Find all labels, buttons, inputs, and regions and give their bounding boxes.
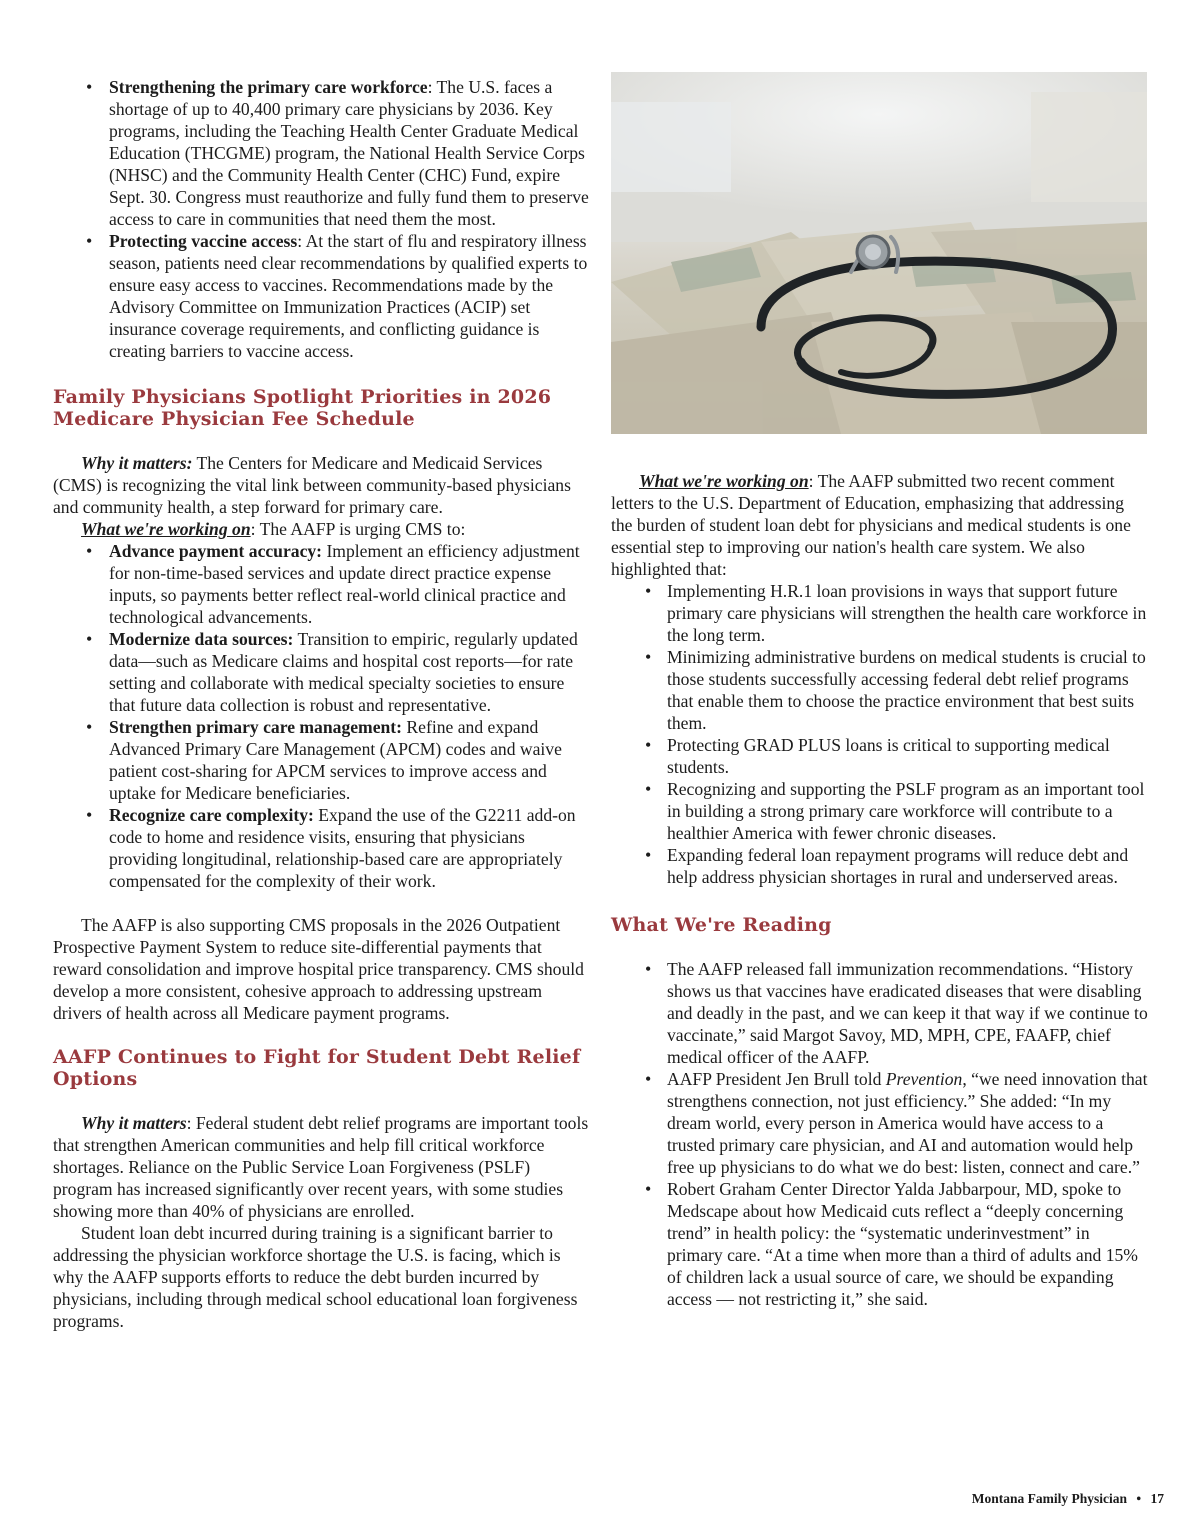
priority-list [53,76,591,362]
cms-priority-list [53,540,591,892]
section-heading-student-debt: AAFP Continues to Fight for Student Debt Relief Options [53,1046,581,1090]
list-item: • Modernize data sources: Transition to empiric, regularly updated data—such as Medicare claims and hospital cost reports—for rate setting and collaborate with medical specialty societies to ensure that future data collection is robust and representative. [53,628,591,716]
list-item: • Protecting GRAD PLUS loans is critical to supporting medical students. [611,734,1149,778]
list-item: • Expanding federal loan repayment programs will reduce debt and help address physician shortages in rural and underserved areas. [611,844,1149,888]
publication-name: Montana Family Physician [971,1491,1128,1506]
photo-illustration [611,72,1147,434]
section-heading-reading: What We're Reading [611,914,832,936]
education-highlights-list [611,580,1149,888]
right-working-on-paragraph: What we're working on: The AAFP submitted two recent comment letters to the U.S. Department of Education, emphasizing that addressing the burden of student loan debt for physicians and medical students is one essential step to improving our nation's health care system. We also highlighted that: [611,471,1131,579]
list-item: • Robert Graham Center Director Yalda Jabbarpour, MD, spoke to Medscape about how Medicaid cuts reflect a “deeply concerning trend” in health policy: the “systematic underinvestment” in primary care. “At a time when more than a third of adults and 15% of children lack a usual source of care, we should be expanding access — not restricting it,” she said. [611,1178,1149,1310]
list-item: • Recognizing and supporting the PSLF program as an important tool in building a strong primary care workforce will contribute to a healthier America with fewer chronic diseases. [611,778,1149,844]
stethoscope-money-photo [611,72,1147,434]
reading-list [611,958,1149,1310]
list-item: • Recognize care complexity: Expand the use of the G2211 add-on code to home and residence visits, ensuring that physicians providing longitudinal, relationship-based care are appropriately compensated for the complexity of their work. [53,804,591,892]
debt-paragraph-2: Student loan debt incurred during training is a significant barrier to addressing the physician workforce shortage the U.S. is facing, which is why the AAFP supports efforts to reduce the debt burden incurred by physicians, including through medical school educational loan forgiveness programs. [53,1223,578,1331]
section-heading-fee-schedule: Family Physicians Spotlight Priorities in 2026 Medicare Physician Fee Schedule [53,386,552,430]
list-item: • Strengthen primary care management: Refine and expand Advanced Primary Care Management (APCM) codes and waive patient cost-sharing for APCM services to improve access and uptake for Medicare beneficiaries. [53,716,591,804]
working-on-paragraph: What we're working on: The AAFP is urging CMS to: [81,519,466,539]
list-item: • Minimizing administrative burdens on medical students is crucial to those students successfully accessing federal debt relief programs that enable them to choose the practice environment that best suits them. [611,646,1149,734]
left-column [53,76,591,1332]
list-item: • AAFP President Jen Brull told Prevention, “we need innovation that strengthens connection, not just efficiency.” She added: “In my dream world, every person in America would have access to a trusted primary care physician, and AI and automation would help free up physicians to do what we do best: listen, connect and care.” [611,1068,1149,1178]
list-item: • Implementing H.R.1 loan provisions in ways that support future primary care physicians will strengthen the health care workforce in the long term. [611,580,1149,646]
list-item: • The AAFP released fall immunization recommendations. “History shows us that vaccines have eradicated diseases that were disabling and deadly in the past, and we can keep it that way if we continue to vaccinate,” said Margot Savoy, MD, MPH, CPE, FAAFP, chief medical officer of the AAFP. [611,958,1149,1068]
page-footer [972,1491,1164,1507]
footer-separator: • [1136,1491,1142,1506]
page-number: 17 [1150,1491,1164,1506]
debt-why-paragraph: Why it matters: Federal student debt relief programs are important tools that strengthen American communities and help fill critical workforce shortages. Reliance on the Public Service Loan Forgiveness (PSLF) program has increased significantly over recent years, with some studies showing more than 40% of physicians are enrolled. [53,1113,589,1221]
opps-paragraph: The AAFP is also supporting CMS proposals in the 2026 Outpatient Prospective Payment System to reduce site-differential payments that reward consolidation and improve hospital price transparency. CMS should develop a more consistent, cohesive approach to addressing upstream drivers of health across all Medicare payment programs. [53,915,584,1023]
list-item: • Strengthening the primary care workforce: The U.S. faces a shortage of up to 40,400 primary care physicians by 2036. Key programs, including the Teaching Health Center Graduate Medical Education (THCGME) program, the National Health Service Corps (NHSC) and the Community Health Center (CHC) Fund, expire Sept. 30. Congress must reauthorize and fully fund them to preserve access to care in communities that need them the most. [53,76,591,230]
why-it-matters-paragraph: Why it matters: The Centers for Medicare and Medicaid Services (CMS) is recognizing the vital link between community-based physicians and community health, a step forward for primary care. [53,453,571,517]
right-column [611,470,1149,1310]
list-item: • Protecting vaccine access: At the start of flu and respiratory illness season, patients need clear recommendations by qualified experts to ensure easy access to vaccines. Recommendations made by the Advisory Committee on Immunization Practices (ACIP) set insurance coverage requirements, and conflicting guidance is creating barriers to vaccine access. [53,230,591,362]
list-item: • Advance payment accuracy: Implement an efficiency adjustment for non-time-based services and update direct practice expense inputs, so payments better reflect real-world clinical practice and technological advancements. [53,540,591,628]
